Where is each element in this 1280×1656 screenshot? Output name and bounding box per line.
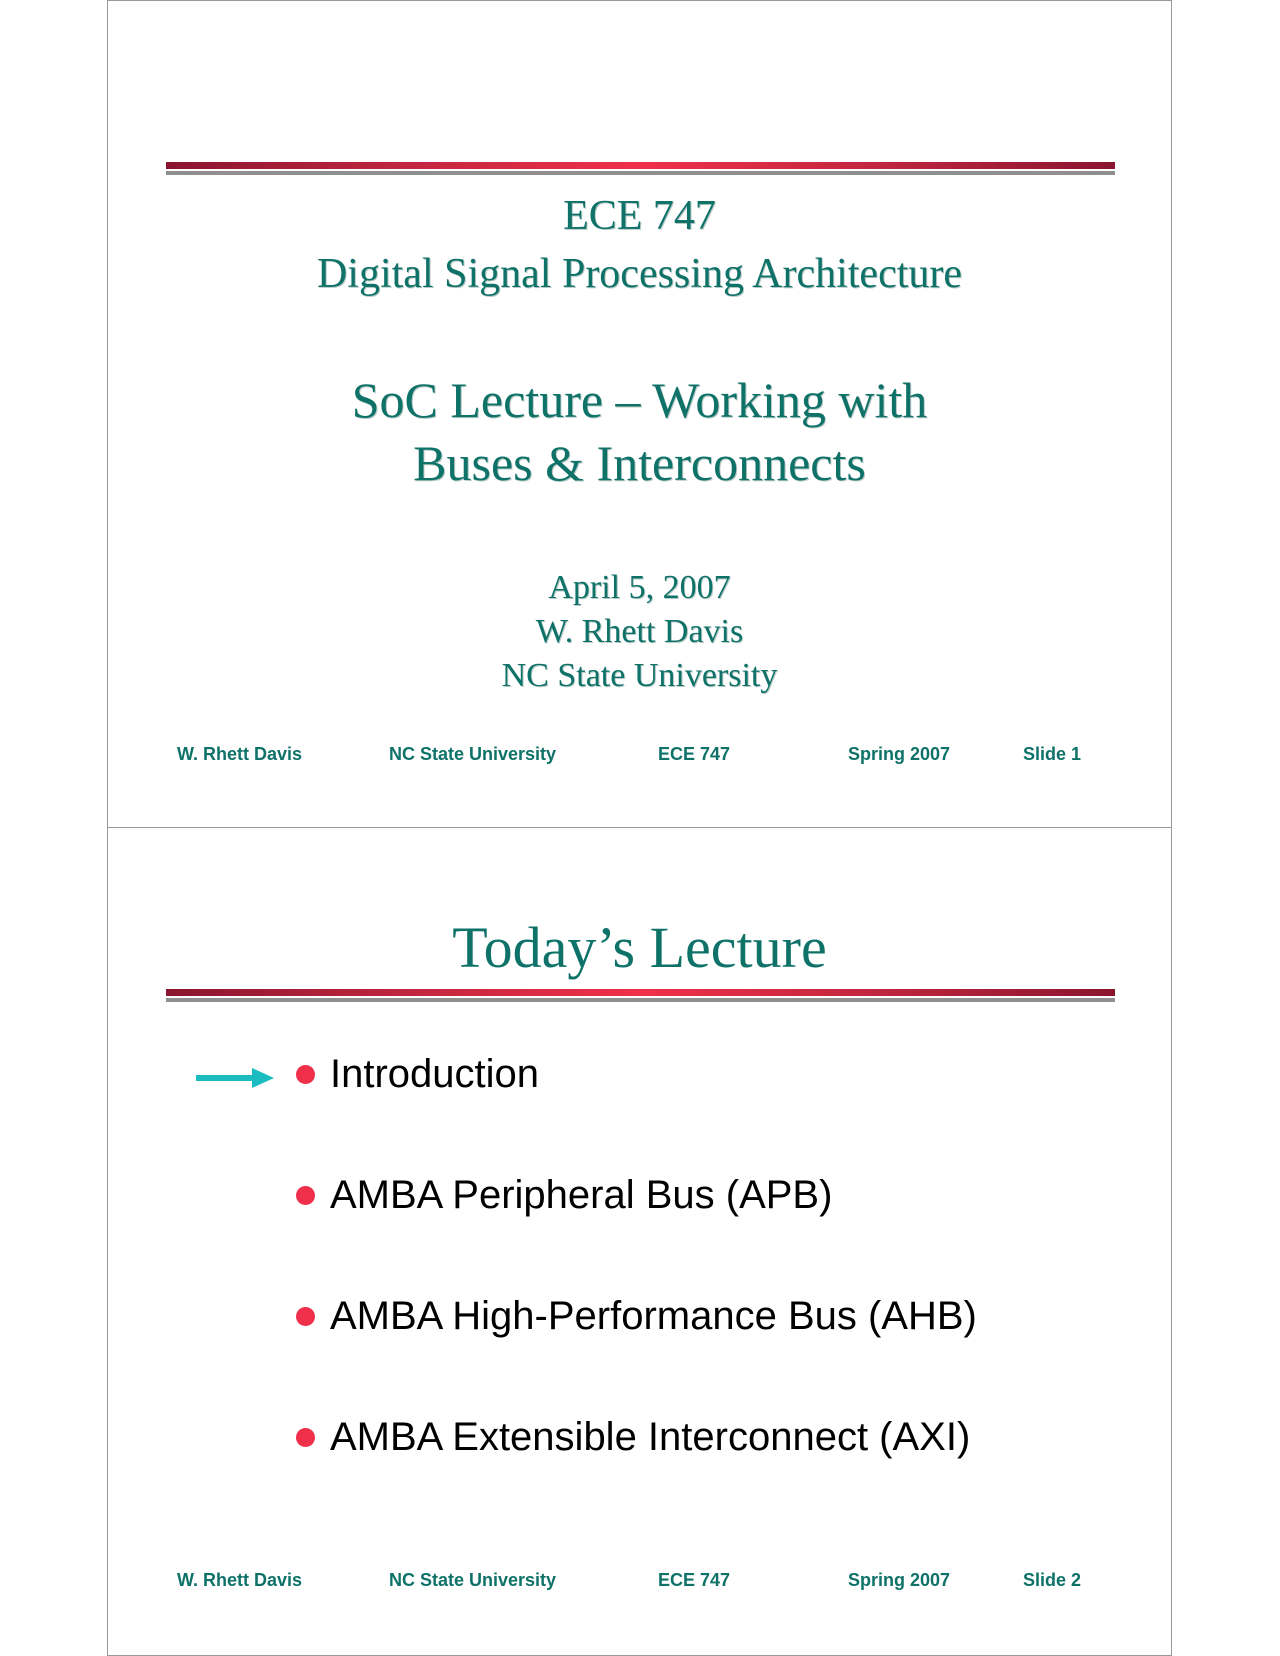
course-name: Digital Signal Processing Architecture (316, 251, 963, 297)
footer-author: W. Rhett Davis (177, 1570, 303, 1590)
slide-footer (108, 1570, 1171, 1592)
list-item (296, 1412, 970, 1462)
slide-1 (107, 0, 1172, 828)
bullet-text: Introduction (330, 1051, 540, 1096)
slide-2 (107, 827, 1172, 1656)
title-rule-red (166, 162, 1115, 169)
footer-university: NC State University (389, 1570, 557, 1590)
bullet-dot-icon (296, 1428, 315, 1447)
slide-title: Today’s Lecture (452, 915, 827, 980)
arrow-right-icon (196, 1066, 276, 1090)
title-rule (166, 989, 1115, 1003)
footer-university: NC State University (389, 744, 557, 764)
footer-course: ECE 747 (658, 1570, 731, 1590)
bullet-dot-icon (296, 1186, 315, 1205)
title-rule-gray (166, 171, 1115, 175)
lecture-title-line1: SoC Lecture – Working with (351, 372, 928, 428)
lecture-date: April 5, 2007 (548, 569, 731, 606)
bullet-text: AMBA Extensible Interconnect (AXI) (330, 1414, 971, 1459)
title-rule (166, 162, 1115, 176)
list-item (296, 1291, 977, 1341)
footer-term: Spring 2007 (848, 1570, 951, 1590)
presenter-institution: NC State University (501, 657, 778, 694)
bullet-dot-icon (296, 1065, 315, 1084)
list-item (296, 1170, 832, 1220)
slide-footer (108, 744, 1171, 766)
footer-author: W. Rhett Davis (177, 744, 303, 764)
title-rule-gray (166, 998, 1115, 1002)
footer-course: ECE 747 (658, 744, 731, 764)
title-rule-red (166, 989, 1115, 996)
course-number: ECE 747 (563, 193, 716, 239)
bullet-dot-icon (296, 1307, 315, 1326)
lecture-title-line2: Buses & Interconnects (413, 435, 866, 491)
footer-slide-number: Slide 1 (1023, 744, 1082, 764)
footer-term: Spring 2007 (848, 744, 951, 764)
list-item (296, 1049, 539, 1099)
presenter-name: W. Rhett Davis (535, 613, 744, 650)
bullet-text: AMBA Peripheral Bus (APB) (330, 1172, 833, 1217)
bullet-text: AMBA High-Performance Bus (AHB) (330, 1293, 977, 1338)
footer-slide-number: Slide 2 (1023, 1570, 1082, 1590)
